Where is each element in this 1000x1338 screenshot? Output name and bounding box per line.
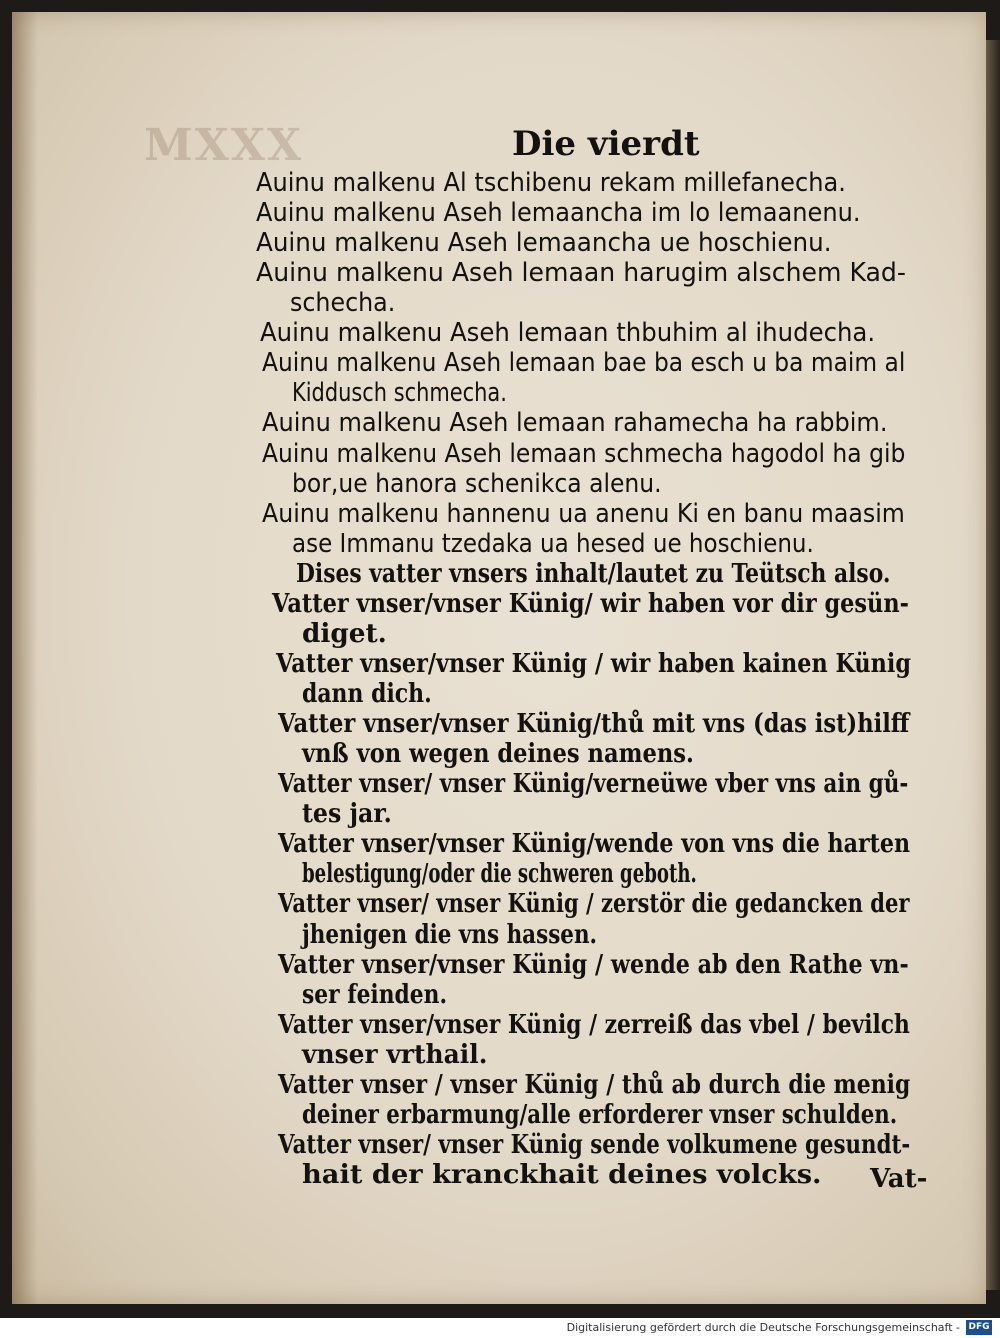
text-line: deiner erbarmung/alle erforderer vnser schulden.: [302, 1099, 898, 1130]
faint-folio-number: MXXX: [144, 120, 304, 171]
text-line: Auinu malkenu Aseh lemaan rahamecha ha rabbim.: [262, 408, 888, 439]
page-edge: [986, 40, 1000, 1290]
text-line: ser feinden.: [302, 979, 448, 1010]
text-line: vnß von wegen deines namens.: [302, 739, 694, 770]
text-line: Kiddusch schmecha.: [292, 378, 507, 409]
text-line: jhenigen die vns hassen.: [302, 919, 598, 950]
text-line: Auinu malkenu Aseh lemaancha ue hoschienu.: [256, 228, 832, 259]
text-line: Auinu malkenu Al tschibenu rekam millefanecha.: [256, 168, 846, 198]
text-line: Auinu malkenu Aseh lemaan schmecha hagodol ha gib: [262, 438, 906, 469]
text-line: ase Immanu tzedaka ua hesed ue hoschienu.: [292, 528, 814, 559]
text-line: Vatter vnser / vnser Künig / thů ab durch die menig: [278, 1069, 911, 1100]
text-line: schecha.: [290, 288, 396, 319]
text-line: Auinu malkenu Aseh lemaan harugim alschem Kad-: [256, 258, 906, 289]
text-line: Vatter vnser/vnser Künig/thů mit vns (das ist)hilff: [278, 709, 910, 740]
dfg-logo: DFG: [966, 1320, 992, 1335]
text-line: vnser vrthail.: [302, 1039, 488, 1070]
text-line: Vatter vnser/vnser Künig / wende ab den Rathe vn-: [278, 949, 909, 980]
text-line: Vatter vnser/vnser Künig/wende von vns die harten: [278, 829, 911, 860]
text-line: diget.: [302, 618, 387, 649]
text-line: Vatter vnser/vnser Künig / wir haben kainen Künig: [276, 648, 912, 679]
text-line: Auinu malkenu Aseh lemaan bae ba esch u ba maim al: [262, 348, 906, 379]
text-line: Auinu malkenu Aseh lemaancha im lo lemaanenu.: [256, 198, 861, 229]
book-page: [12, 12, 986, 1304]
text-line: dann dich.: [302, 679, 432, 710]
text-line: Auinu malkenu Aseh lemaan thbuhim al ihudecha.: [260, 318, 876, 349]
text-line: bor,ue hanora schenikca alenu.: [292, 468, 662, 499]
text-line: Vatter vnser/ vnser Künig/verneüwe vber vns ain gů-: [278, 769, 909, 800]
text-line: Dises vatter vnsers inhalt/lautet zu Teütsch also.: [296, 558, 891, 589]
text-line: belestigung/oder die schweren geboth.: [302, 859, 697, 890]
text-line: tes jar.: [302, 799, 392, 830]
text-line: Vatter vnser/ vnser Künig sende volkumene gesundt-: [278, 1129, 911, 1160]
footer-credit: Digitalisierung gefördert durch die Deutsche Forschungsgemeinschaft -: [566, 1321, 960, 1334]
text-line: Vatter vnser/ vnser Künig / zerstör die gedancken der: [278, 889, 910, 920]
text-line: Vatter vnser/vnser Künig / zerreiß das vbel / bevilch: [278, 1009, 910, 1040]
text-line: hait der kranckhait deines volcks.: [302, 1160, 822, 1190]
catchword: Vat-: [870, 1164, 928, 1194]
text-line: Auinu malkenu hannenu ua anenu Ki en banu maasim: [262, 498, 905, 529]
text-line: Vatter vnser/vnser Künig/ wir haben vor dir gesün-: [272, 588, 909, 619]
footer-bar: [0, 1318, 1000, 1338]
running-head: Die vierdt: [512, 124, 700, 164]
